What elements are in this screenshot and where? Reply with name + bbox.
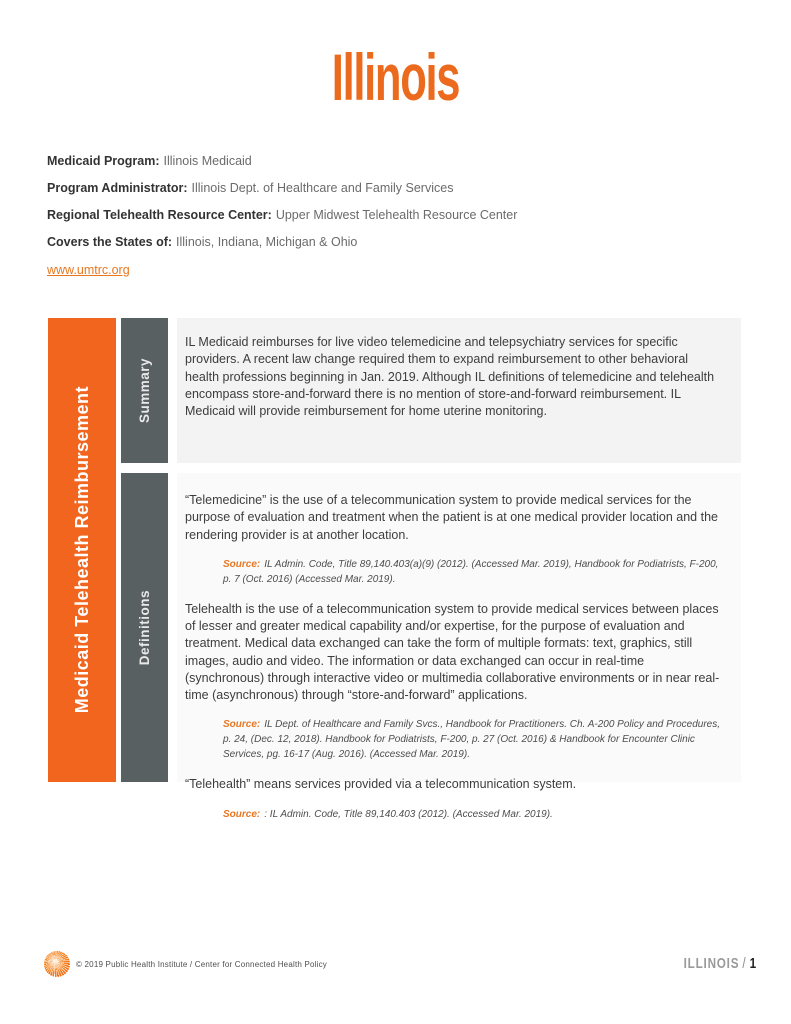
- page-indicator-state: ILLINOIS: [683, 955, 740, 972]
- umtrc-link[interactable]: www.umtrc.org: [47, 263, 130, 277]
- content-column: [177, 318, 741, 820]
- cchp-sunburst-logo-icon: [44, 951, 70, 977]
- info-field-value: Illinois, Indiana, Michigan & Ohio: [176, 235, 358, 249]
- row-label-summary: Summary: [137, 357, 152, 424]
- source-label: Source:: [223, 558, 261, 570]
- source-text: : IL Admin. Code, Title 89,140.403 (2012). (Accessed Mar. 2019).: [264, 808, 553, 820]
- source-citation: [223, 717, 721, 762]
- summary-content-cell: [177, 318, 741, 463]
- row-header-definitions: [121, 473, 168, 782]
- page-title: Illinois: [331, 40, 460, 114]
- info-field-label: Covers the States of:: [47, 235, 173, 249]
- source-label: Source:: [223, 719, 261, 731]
- column-divider: [168, 318, 177, 782]
- source-citation: [223, 807, 721, 822]
- source-label: Source:: [223, 808, 261, 820]
- info-field-label: Regional Telehealth Resource Center:: [47, 208, 272, 222]
- page-number: 1: [749, 955, 757, 972]
- page-indicator: [684, 955, 757, 972]
- reimbursement-table: [48, 318, 741, 820]
- info-field-regional-trc: [47, 202, 517, 229]
- program-info-block: [47, 148, 517, 279]
- copyright-text: © 2019 Public Health Institute / Center for Connected Health Policy: [76, 960, 327, 969]
- definition-telemedicine: “Telemedicine” is the use of a telecommunication system to provide medical services for the purpose of evaluation and treatment when the patient is at one medical provider location and the rendering provider is at another location.: [185, 493, 718, 542]
- info-field-label: Medicaid Program:: [47, 154, 160, 168]
- source-text: IL Admin. Code, Title 89,140.403(a)(9) (2012). (Accessed Mar. 2019), Handbook for Podiatrists, F-200, p. 7 (Oct. 2016) (Accessed Mar. 2019).: [223, 558, 719, 585]
- info-field-covered-states: [47, 229, 517, 256]
- page-indicator-separator: /: [742, 955, 747, 972]
- summary-paragraph: IL Medicaid reimburses for live video telemedicine and telepsychiatry services for specific providers. A recent law change required them to expand reimbursement to other behavioral health professions beginning in Jan. 2019. Although IL definitions of telemedicine and telehealth encompass store-and-forward there is no mention of store-and-forward reimbursement. IL Medicaid will provide reimbursement for home uterine monitoring.: [185, 335, 715, 418]
- definition-telehealth-long: Telehealth is the use of a telecommunication system to provide medical services between places of lesser and greater medical capability and/or expertise, for the purpose of evaluation and treatment. Medical data exchanged can take the form of multiple formats: text, graphics, still images, audio and video. The information or data exchanged can occur in real-time (synchronous) through interactive video or multimedia collaborative environments or in near real-time (asynchronous) through “store-and-forward” applications.: [185, 601, 720, 702]
- definitions-content-cell: [177, 473, 741, 820]
- row-header-summary: [121, 318, 168, 463]
- row-divider: [177, 463, 741, 473]
- info-field-label: Program Administrator:: [47, 181, 188, 195]
- info-field-medicaid-program: [47, 148, 517, 175]
- page-footer: [0, 950, 791, 990]
- source-citation: [223, 557, 721, 587]
- info-field-value: Upper Midwest Telehealth Resource Center: [275, 208, 518, 222]
- row-label-definitions: Definitions: [137, 589, 152, 666]
- info-field-value: Illinois Dept. of Healthcare and Family Services: [191, 181, 454, 195]
- category-label: Medicaid Telehealth Reimbursement: [71, 386, 92, 714]
- info-field-value: Illinois Medicaid: [163, 154, 252, 168]
- definition-telehealth-short: “Telehealth” means services provided via a telecommunication system.: [185, 777, 577, 792]
- info-field-program-administrator: [47, 175, 517, 202]
- category-sidebar: [48, 318, 116, 782]
- source-text: IL Dept. of Healthcare and Family Svcs., Handbook for Practitioners. Ch. A-200 Policy and Procedures, p. 24, (Dec. 12, 2018). Handbook for Podiatrists, F-200, p. 27 (Oct. 2016) & Handbook for Encounter Clinic Services, pg. 16-17 (Aug. 2016). (Accessed Mar. 2019).: [223, 719, 721, 761]
- row-divider: [121, 463, 168, 473]
- row-label-column: [121, 318, 168, 782]
